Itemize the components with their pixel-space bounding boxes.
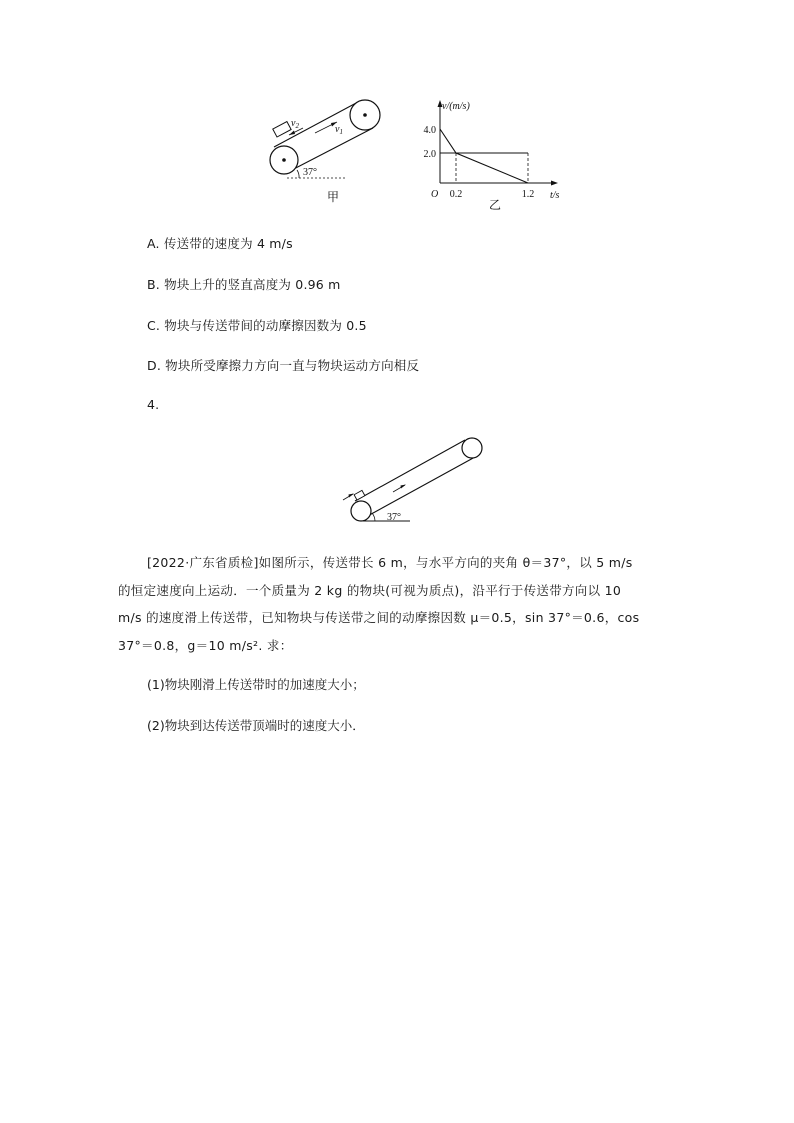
x-axis-label: t/s	[550, 190, 560, 201]
option-d: D. 物块所受摩擦力方向一直与物块运动方向相反	[147, 358, 420, 373]
question-number: 4.	[147, 397, 160, 412]
sub-question-1: (1)物块刚滑上传送带时的加速度大小；	[147, 677, 365, 692]
stem-line-3: m/s 的速度滑上传送带，已知物块与传送带之间的动摩擦因数 μ＝0.5，sin 37°＝0.6，cos	[118, 610, 640, 625]
sub-question-2: (2)物块到达传送带顶端时的速度大小．	[147, 718, 365, 733]
stem-line-1: [2022·广东省质检]如图所示，传送带长 6 m，与水平方向的夹角 θ＝37°，以 5 m/s	[147, 555, 633, 570]
caption-jia: 甲	[326, 190, 340, 204]
option-a: A. 传送带的速度为 4 m/s	[147, 236, 293, 251]
figure-yi	[415, 95, 575, 210]
stem-line-4: 37°＝0.8，g＝10 m/s². 求：	[118, 637, 293, 653]
q4-angle-label: 37°	[387, 512, 401, 523]
figure-q4	[335, 430, 495, 530]
velocity-series-line	[440, 129, 528, 183]
option-b: B. 物块上升的竖直高度为 0.96 m	[147, 277, 341, 292]
origin-label: O	[431, 189, 439, 200]
v2-label: $v_2$	[291, 118, 299, 130]
x-tick-1-2: 1.2	[521, 189, 535, 200]
y-tick-2: 2.0	[423, 149, 436, 160]
question-stem	[118, 549, 678, 659]
y-tick-4: 4.0	[423, 125, 436, 136]
caption-yi: 乙	[488, 198, 502, 210]
angle-label: 37°	[303, 167, 317, 178]
stem-line-2: 的恒定速度向上运动．一个质量为 2 kg 的物块(可视为质点)，沿平行于传送带方向以 10	[118, 582, 622, 598]
option-c: C. 物块与传送带间的动摩擦因数为 0.5	[147, 318, 367, 333]
figure-jia	[255, 90, 405, 210]
y-axis-label: v/(m/s)	[442, 101, 470, 112]
v1-label: $v_1$	[335, 124, 343, 136]
x-tick-0-2: 0.2	[449, 189, 463, 200]
